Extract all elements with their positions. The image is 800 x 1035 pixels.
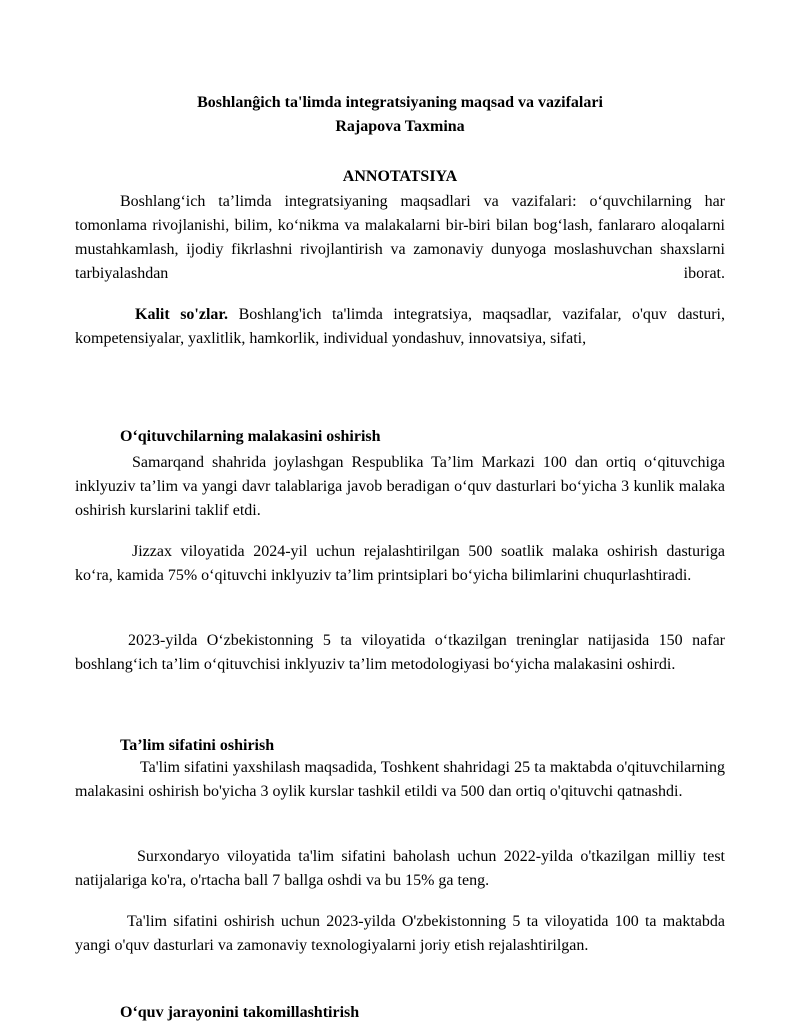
section-paragraph: Samarqand shahrida joylashgan Respublika Taʼlim Markazi 100 dan ortiq oʻqituvchiga inklyuziv taʼlim va yangi davr talablariga javob beradigan oʻquv dasturlari boʻyicha 3 kunlik malaka oshirish kurslarini taklif etdi. <box>75 454 725 519</box>
section-paragraph: Ta'lim sifatini oshirish uchun 2023-yilda O'zbekistonning 5 ta viloyatida 100 ta maktabda yangi o'quv dasturlari va zamonaviy texnologiyalarni joriy etish rejalashtirilgan. <box>75 913 725 954</box>
section-heading: Taʼlim sifatini oshirish <box>120 737 275 754</box>
document-title: Boshlanĝich ta'limda integratsiyaning maqsad va vazifalari <box>197 94 603 111</box>
section-paragraph: Ta'lim sifatini yaxshilash maqsadida, Toshkent shahridagi 25 ta maktabda o'qituvchilarning malakasini oshirish bo'yicha 3 oylik kurslar tashkil etildi va 500 dan ortiq o'qituvchi qatnashdi. <box>75 759 725 800</box>
section-heading: Oʻquv jarayonini takomillashtirish <box>120 1004 360 1021</box>
section-heading: Oʻqituvchilarning malakasini oshirish <box>120 428 381 445</box>
section-paragraph: Surxondaryo viloyatida ta'lim sifatini baholash uchun 2022-yilda o'tkazilgan milliy test natijalariga ko'ra, o'rtacha ball 7 ballga oshdi va bu 15% ga teng. <box>75 848 725 889</box>
section-paragraph: 2023-yilda Oʻzbekistonning 5 ta viloyatida oʻtkazilgan treninglar natijasida 150 nafar boshlangʻich taʼlim oʻqituvchisi inklyuziv taʼlim metodologiyasi boʻyicha malakasini oshirdi. <box>75 632 725 673</box>
section-paragraph: Jizzax viloyatida 2024-yil uchun rejalashtirilgan 500 soatlik malaka oshirish dasturiga koʻra, kamida 75% oʻqituvchi inklyuziv taʼlim printsiplari boʻyicha bilimlarini chuqurlashtiradi. <box>75 543 725 584</box>
annotation-heading: ANNOTATSIYA <box>342 168 458 185</box>
annotation-text: Boshlangʻich taʼlimda integratsiyaning maqsadlari va vazifalari: oʻquvchilarning har tomonlama rivojlanishi, bilim, koʻnikma va malakalarni bir-biri bilan bogʻlash, fanlararo aloqalarni mustahkamlash, ijodiy fikrlashni rivojlantirish va zamonaviy dunyoga moslashuvchan shaxslarni tarbiyalashdan iborat. <box>75 193 725 282</box>
document-author: Rajapova Taxmina <box>335 118 465 135</box>
keywords-paragraph <box>75 303 725 351</box>
keywords-label: Kalit so'zlar. <box>135 306 229 323</box>
keywords-text: Boshlang'ich ta'limda integratsiya, maqsadlar, vazifalar, o'quv dasturi, kompetensiyalar, yaxlitlik, hamkorlik, individual yondashuv, innovatsiya, sifati, <box>75 306 725 347</box>
